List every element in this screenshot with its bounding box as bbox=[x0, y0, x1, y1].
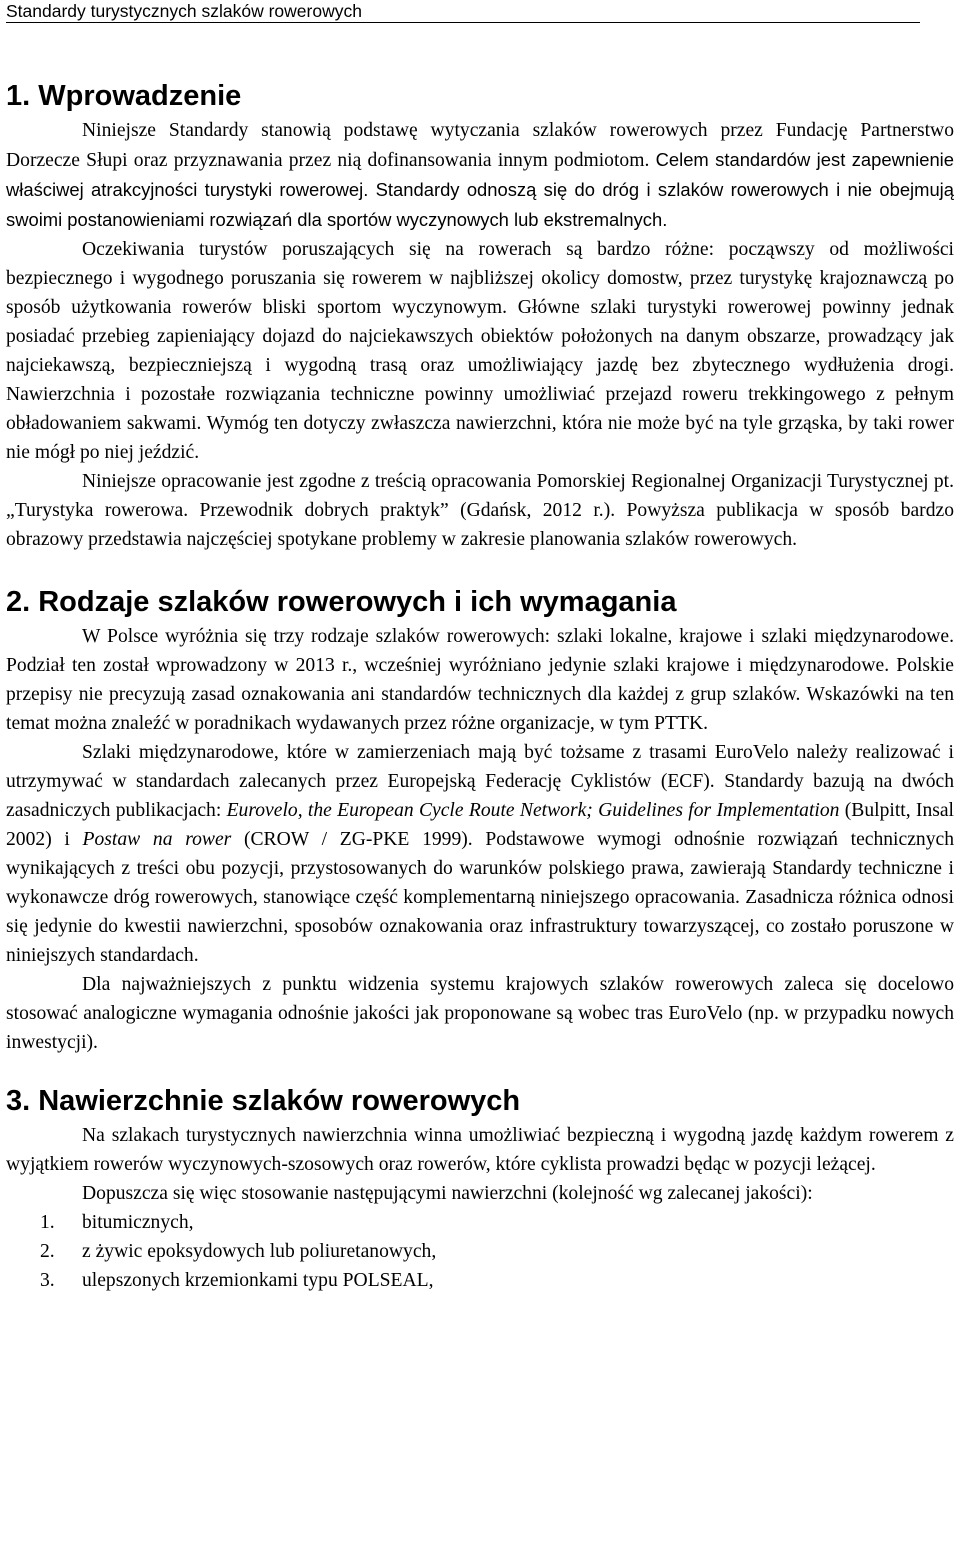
text-run: Niniejsze opracowanie jest zgodne z treścią opracowania Pomorskiej Regionalnej Organizacji Turystycznej pt. „Turystyka rowerowa. Przewodnik dobrych praktyk” (Gdańsk, 2012 r.). Powyższa publikacja w sposób bardzo obrazowy przedstawia najczęściej spotykane problemy w zakresie planowania szlaków rowerowych. bbox=[6, 471, 954, 550]
publication-title: Postaw na rower bbox=[82, 829, 232, 850]
list-item-text: bitumicznych, bbox=[82, 1212, 194, 1233]
paragraph bbox=[6, 738, 954, 970]
text-run: Szlaki międzynarodowe, które w zamierzeniach mają być tożsame z trasami EuroVelo należy realizować i utrzymywać w standardach zalecanych przez Europejską Federację Cyklistów (ECF). Standardy bazują na dwóch zasadniczych publikacjach: bbox=[6, 742, 954, 821]
section-surfaces bbox=[6, 1081, 954, 1295]
paragraph bbox=[6, 622, 954, 738]
paragraph bbox=[6, 235, 954, 467]
section-route-types bbox=[6, 582, 954, 1057]
list-item bbox=[6, 1237, 954, 1266]
paragraph bbox=[6, 970, 954, 1057]
list-item-text: z żywic epoksydowych lub poliuretanowych, bbox=[82, 1241, 437, 1262]
document-body bbox=[6, 76, 954, 1295]
list-number: 2. bbox=[40, 1241, 55, 1262]
section-spacer bbox=[6, 554, 954, 582]
section-heading: 2. Rodzaje szlaków rowerowych i ich wymagania bbox=[6, 586, 677, 618]
list-item-text: ulepszonych krzemionkami typu POLSEAL, bbox=[82, 1270, 434, 1291]
section-heading: 3. Nawierzchnie szlaków rowerowych bbox=[6, 1085, 521, 1117]
list-item bbox=[6, 1266, 954, 1295]
text-run: Dopuszcza się więc stosowanie następującymi nawierzchni (kolejność wg zalecanej jakości): bbox=[82, 1183, 813, 1204]
publication-title: Eurovelo, the European Cycle Route Network; Guidelines for Implementation bbox=[226, 800, 840, 821]
surface-list bbox=[6, 1208, 954, 1295]
paragraph bbox=[6, 116, 954, 235]
paragraph bbox=[6, 467, 954, 554]
text-run: (CROW / ZG-PKE 1999). Podstawowe wymogi odnośnie rozwiązań technicznych wynikających z treści obu pozycji, przystosowanych do warunków polskiego prawa, zawierają Standardy techniczne i wykonawcze dróg rowerowych, stanowiące część komplementarną niniejszego opracowania. Zasadnicza różnica odnosi się jedynie do kwestii nawierzchni, sposobów oznakowania oraz infrastruktury towarzyszącej, co zostało poruszone w niniejszych standardach. bbox=[6, 829, 954, 966]
paragraph bbox=[6, 1179, 954, 1208]
text-run: Oczekiwania turystów poruszających się na rowerach są bardzo różne: począwszy od możliwości bezpiecznego i wygodnego poruszania się rowerem w najbliższej okolicy domostw, przez turystykę krajoznawczą po sposób użytkowania rowerów bliski sportom wyczynowym. Główne szlaki turystyki rowerowej powinny jednak posiadać przebieg zapieniający dojazd do najciekawszych obiektów położonych na danym obszarze, prowadzący jak najciekawszą, bezpieczniejszą i wygodną trasą oraz umożliwiający jazdę bez zbytecznego wydłużenia drogi. Nawierzchnia i pozostałe rozwiązania techniczne powinny umożliwiać przejazd roweru trekkingowego z pełnym obładowaniem sakwami. Wymóg ten dotyczy zwłaszcza nawierzchni, która nie może być na tyle grząska, by taki rower nie mógł po niej jeździć. bbox=[6, 239, 954, 463]
list-number: 3. bbox=[40, 1270, 55, 1291]
paragraph bbox=[6, 1121, 954, 1179]
text-run: W Polsce wyróżnia się trzy rodzaje szlaków rowerowych: szlaki lokalne, krajowe i szlaki międzynarodowe. Podział ten został wprowadzony w 2013 r., wcześniej wyróżniano jedynie szlaki krajowe i międzynarodowe. Polskie przepisy nie precyzują zasad oznakowania ani standardów technicznych dla każdej z grup szlaków. Wskazówki na ten temat można znaleźć w poradnikach wydawanych przez różne organizacje, w tym PTTK. bbox=[6, 626, 954, 734]
list-item bbox=[6, 1208, 954, 1237]
text-run: Niniejsze Standardy stanowią podstawę wytyczania szlaków rowerowych przez Fundację Partnerstwo Dorzecze Słupi oraz przyznawania przez nią dofinansowania innym podmiotom. bbox=[6, 120, 954, 171]
text-run: (Bulpitt, Insal 2002) i bbox=[6, 800, 955, 850]
text-run: Dla najważniejszych z punktu widzenia systemu krajowych szlaków rowerowych zaleca się docelowo stosować analogiczne wymagania odnośnie jakości jak proponowane są wobec tras EuroVelo (np. w przypadku nowych inwestycji). bbox=[6, 974, 954, 1053]
section-introduction bbox=[6, 76, 954, 554]
running-header: Standardy turystycznych szlaków rowerowych bbox=[6, 0, 920, 23]
section-heading: 1. Wprowadzenie bbox=[6, 80, 242, 112]
text-run: Na szlakach turystycznych nawierzchnia winna umożliwiać bezpieczną i wygodną jazdę każdym rowerem z wyjątkiem rowerów wyczynowych-szosowych oraz rowerów, które cyklista prowadzi będąc w pozycji leżącej. bbox=[6, 1125, 954, 1175]
section-spacer bbox=[6, 1057, 954, 1081]
text-run: Celem standardów jest zapewnienie właściwej atrakcyjności turystyki rowerowej. Standardy odnoszą się do dróg i szlaków rowerowych i nie obejmują swoimi postanowieniami rozwiązań dla sportów wyczynowych lub ekstremalnych. bbox=[6, 149, 954, 230]
list-number: 1. bbox=[40, 1212, 55, 1233]
